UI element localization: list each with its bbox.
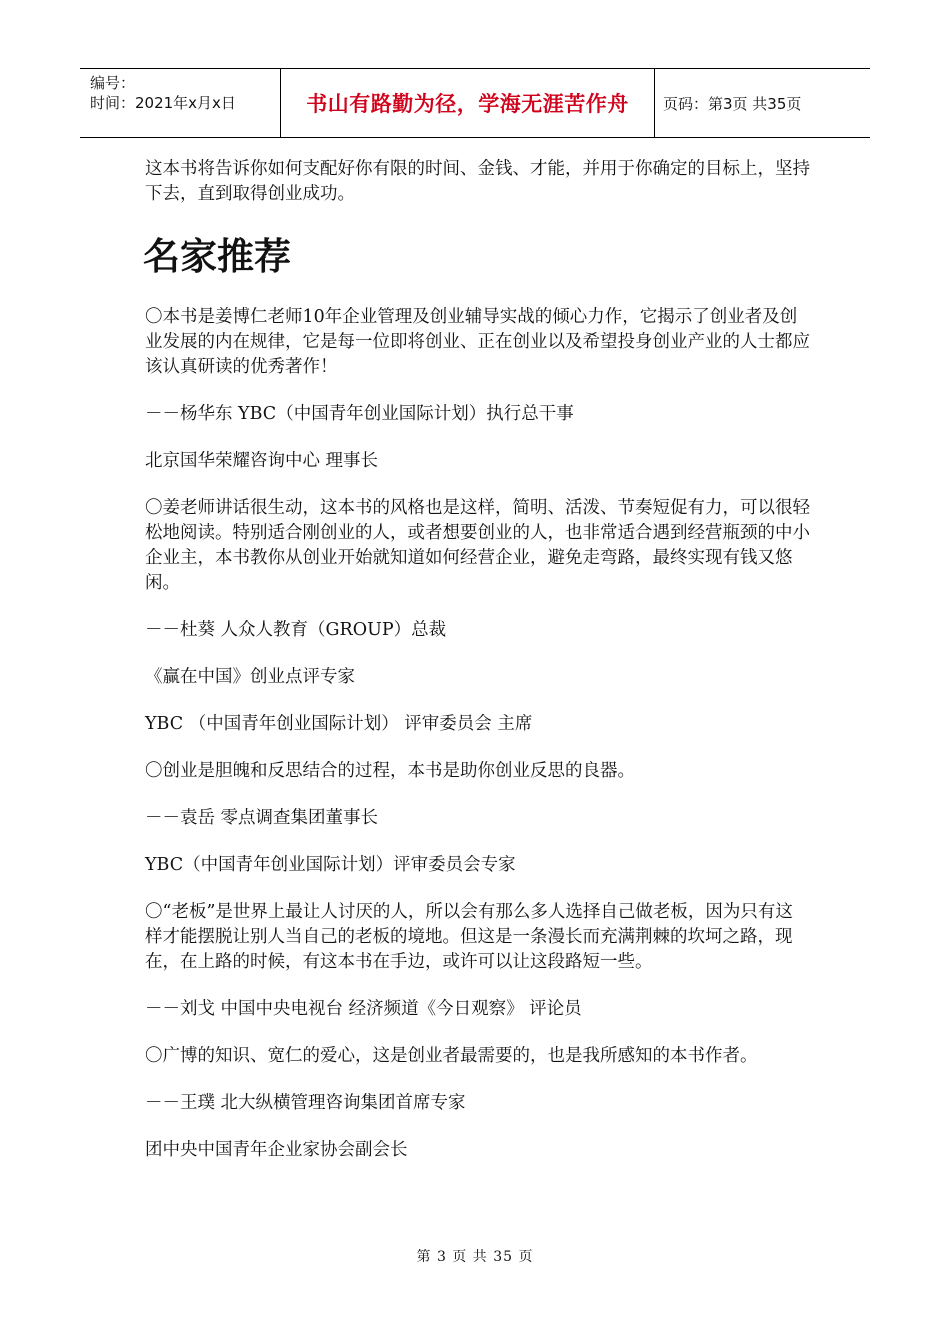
paragraph: －－杜葵 人众人教育（GROUP）总裁 [145,620,447,640]
date-label: 时间：2021年x月x日 [90,94,236,112]
paragraph: 北京国华荣耀咨询中心 理事长 [145,451,379,471]
paragraph: 〇本书是姜博仁老师10年企业管理及创业辅导实战的倾心力作，它揭示了创业者及创业发展的内在规律，它是每一位即将创业、正在创业以及希望投身创业产业的人士都应该认真研读的优秀著作！ [145,307,810,377]
paragraph: 〇姜老师讲话很生动，这本书的风格也是这样，简明、活泼、节奏短促有力，可以很轻松地阅读。特别适合刚创业的人，或者想要创业的人，也非常适合遇到经营瓶颈的中小企业主，本书教你从创业开始就知道如何经营企业，避免走弯路，最终实现有钱又悠闲。 [145,498,810,593]
section-title: 名家推荐 [143,235,291,278]
page-content [145,157,810,1163]
paragraph: －－杨华东 YBC（中国青年创业国际计划）执行总干事 [145,404,574,424]
paragraph: 〇“老板”是世界上最让人讨厌的人，所以会有那么多人选择自己做老板，因为只有这样才能摆脱让别人当自己的老板的境地。但这是一条漫长而充满荆棘的坎坷之路，现在，在上路的时候，有这本书在手边，或许可以让这段路短一些。 [145,902,793,972]
number-label: 编号： [90,74,136,92]
paragraph: －－刘戈 中国中央电视台 经济频道《今日观察》 评论员 [145,999,582,1019]
header-page-info: 页码：第3页 共35页 [663,94,802,113]
header-meta [80,69,281,137]
page-header [80,68,870,138]
page-footer: 第 3 页 共 35 页 [416,1249,534,1265]
paragraph: 〇广博的知识、宽仁的爱心，这是创业者最需要的，也是我所感知的本书作者。 [145,1046,758,1066]
intro-paragraph: 这本书将告诉你如何支配好你有限的时间、金钱、才能，并用于你确定的目标上，坚持下去，直到取得创业成功。 [145,159,810,204]
paragraph: 〇创业是胆魄和反思结合的过程，本书是助你创业反思的良器。 [145,761,635,781]
paragraph: －－王璞 北大纵横管理咨询集团首席专家 [145,1093,466,1113]
paragraph: YBC（中国青年创业国际计划）评审委员会专家 [145,855,516,875]
paragraph: －－袁岳 零点调查集团董事长 [145,808,379,828]
paragraph: 《赢在中国》创业点评专家 [145,667,355,687]
paragraph: YBC （中国青年创业国际计划） 评审委员会 主席 [145,714,533,734]
paragraph: 团中央中国青年企业家协会副会长 [145,1140,408,1160]
header-motto: 书山有路勤为径，学海无涯苦作舟 [281,69,655,137]
